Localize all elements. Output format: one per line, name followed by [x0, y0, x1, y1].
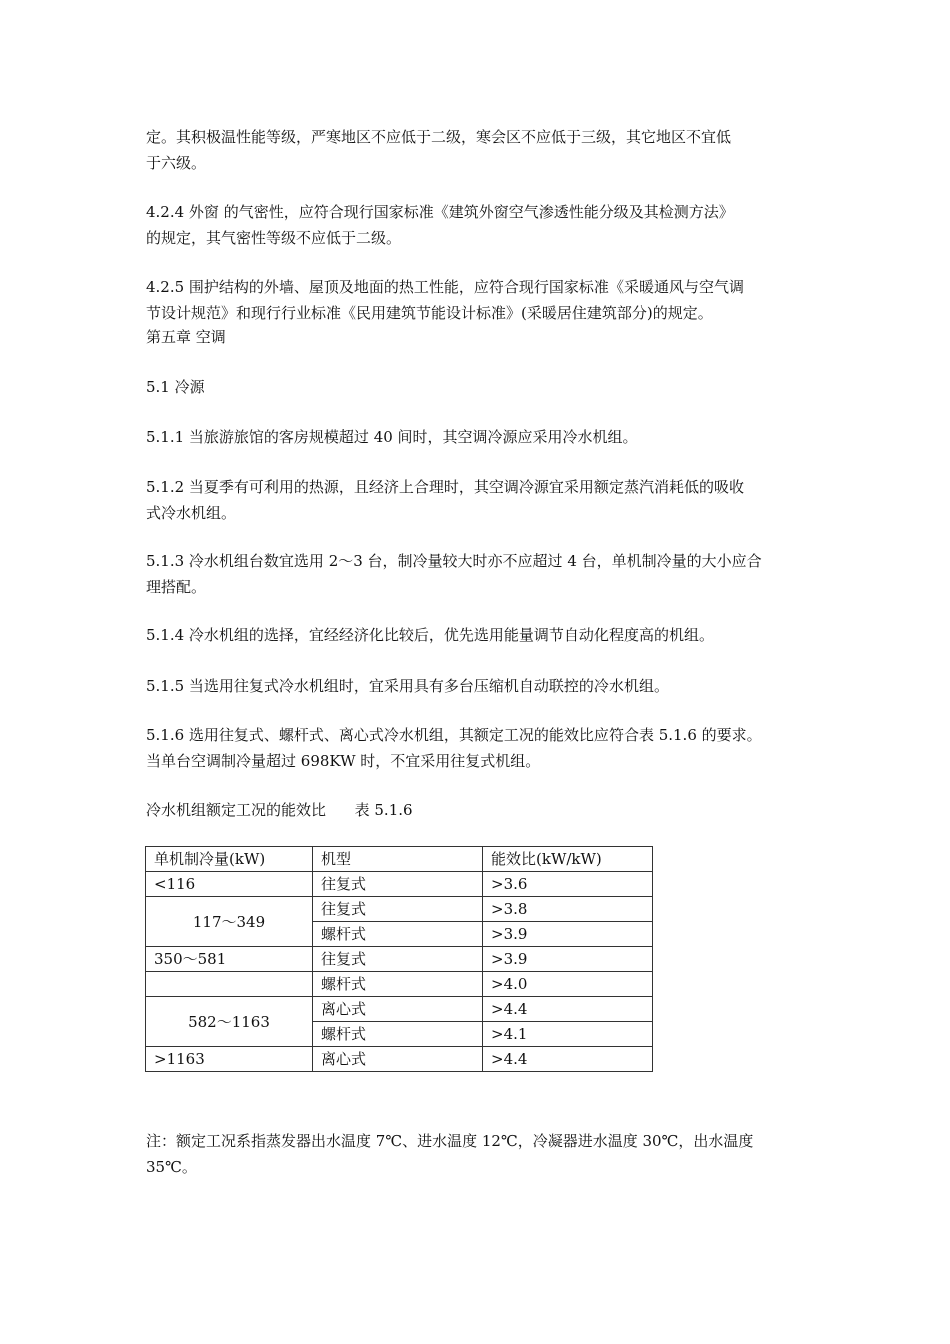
text-line: 的规定，其气密性等级不应低于二级。 — [146, 229, 402, 247]
table-row — [146, 947, 653, 972]
cop-cell: >4.1 — [483, 1022, 653, 1047]
text-line: 5.1.2 当夏季有可利用的热源，且经济上合理时，其空调冷源宜采用额定蒸汽消耗低的吸收 — [146, 478, 744, 496]
text-line: 于六级。 — [146, 154, 207, 172]
clause-5-1-5 — [146, 673, 816, 699]
clause-5-1-1 — [146, 424, 816, 450]
text-line: 式冷水机组。 — [146, 504, 237, 522]
cop-cell: >3.8 — [483, 897, 653, 922]
capacity-cell: 582～1163 — [146, 997, 313, 1047]
chapter-heading — [146, 324, 816, 350]
capacity-cell: >1163 — [146, 1047, 313, 1072]
type-cell: 往复式 — [313, 897, 483, 922]
type-cell: 离心式 — [313, 1047, 483, 1072]
capacity-cell: 117～349 — [146, 897, 313, 947]
type-cell: 往复式 — [313, 947, 483, 972]
type-cell: 螺杆式 — [313, 922, 483, 947]
paragraph-4-2-5 — [146, 274, 816, 326]
text-line: 节设计规范》和现行行业标准《民用建筑节能设计标准》(采暖居住建筑部分)的规定。 — [146, 304, 713, 322]
table-header-row — [146, 847, 653, 872]
text-line: 注：额定工况系指蒸发器出水温度 7℃、进水温度 12℃，冷凝器进水温度 30℃，出水温度 — [146, 1132, 754, 1150]
type-cell: 螺杆式 — [313, 1022, 483, 1047]
table-row — [146, 997, 653, 1022]
type-cell: 往复式 — [313, 872, 483, 897]
text-line: 当单台空调制冷量超过 698KW 时，不宜采用往复式机组。 — [146, 752, 541, 770]
cop-cell: >3.9 — [483, 947, 653, 972]
table-row — [146, 1047, 653, 1072]
capacity-cell: <116 — [146, 872, 313, 897]
text-line: 定。其积极温性能等级，严寒地区不应低于二级，寒会区不应低于三级，其它地区不宜低 — [146, 128, 732, 146]
header-cell: 机型 — [313, 847, 483, 872]
clause-5-1-3 — [146, 548, 816, 600]
cop-cell: >3.9 — [483, 922, 653, 947]
table-row — [146, 972, 653, 997]
text-line: 35℃。 — [146, 1158, 197, 1176]
efficiency-table — [145, 846, 653, 1072]
section-heading — [146, 374, 816, 400]
clause-5-1-6 — [146, 722, 816, 774]
clause-5-1-4 — [146, 622, 816, 648]
text-line: 5.1.3 冷水机组台数宜选用 2～3 台，制冷量较大时亦不应超过 4 台，单机制冷量的大小应合 — [146, 552, 762, 570]
chapter-title: 第五章 空调 — [146, 328, 226, 346]
table-row — [146, 872, 653, 897]
paragraph-thermal-insulation — [146, 124, 816, 176]
text-line: 5.1.5 当选用往复式冷水机组时，宜采用具有多台压缩机自动联控的冷水机组。 — [146, 677, 669, 695]
cop-cell: >4.0 — [483, 972, 653, 997]
header-cell: 单机制冷量(kW) — [146, 847, 313, 872]
text-line: 5.1.6 选用往复式、螺杆式、离心式冷水机组，其额定工况的能效比应符合表 5.1.6 的要求。 — [146, 726, 762, 744]
text-line: 4.2.4 外窗 的气密性，应符合现行国家标准《建筑外窗空气渗透性能分级及其检测方法》 — [146, 203, 734, 221]
capacity-cell — [146, 972, 313, 997]
text-line: 5.1.1 当旅游旅馆的客房规模超过 40 间时，其空调冷源应采用冷水机组。 — [146, 428, 638, 446]
table-caption — [146, 797, 816, 823]
caption-text: 冷水机组额定工况的能效比 表 5.1.6 — [146, 801, 413, 819]
cop-cell: >4.4 — [483, 1047, 653, 1072]
clause-5-1-2 — [146, 474, 816, 526]
type-cell: 离心式 — [313, 997, 483, 1022]
text-line: 理搭配。 — [146, 578, 207, 596]
header-cell: 能效比(kW/kW) — [483, 847, 653, 872]
type-cell: 螺杆式 — [313, 972, 483, 997]
text-line: 5.1.4 冷水机组的选择，宜经经济化比较后，优先选用能量调节自动化程度高的机组。 — [146, 626, 714, 644]
cop-cell: >3.6 — [483, 872, 653, 897]
text-line: 4.2.5 围护结构的外墙、屋顶及地面的热工性能，应符合现行国家标准《采暖通风与空气调 — [146, 278, 744, 296]
section-title: 5.1 冷源 — [146, 378, 205, 396]
table-row — [146, 897, 653, 922]
cop-cell: >4.4 — [483, 997, 653, 1022]
capacity-cell: 350～581 — [146, 947, 313, 972]
paragraph-4-2-4 — [146, 199, 816, 251]
table-note — [146, 1128, 816, 1180]
